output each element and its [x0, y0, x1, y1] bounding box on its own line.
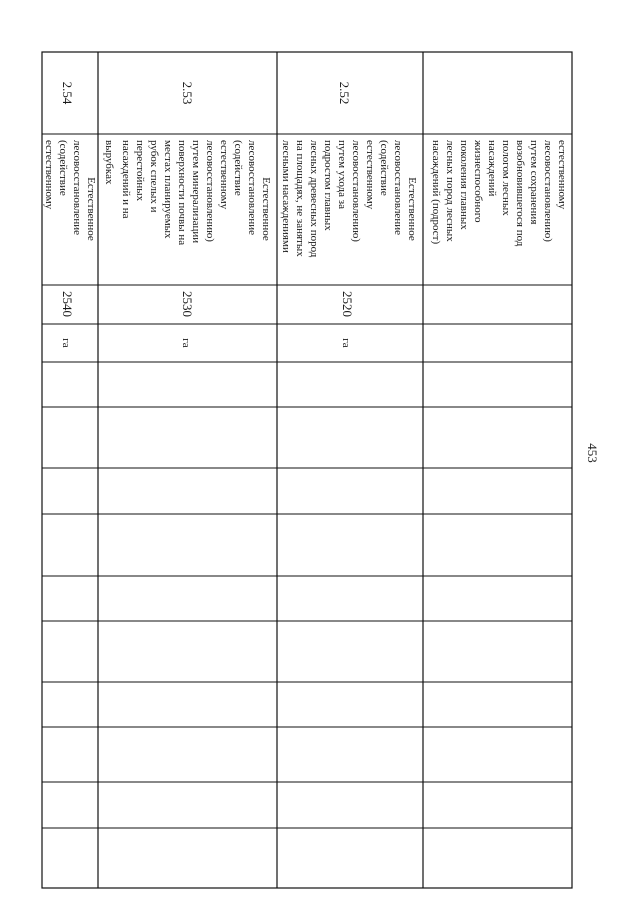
row-description-line: естественному	[43, 140, 55, 210]
row-description-line: (содействие	[57, 140, 69, 196]
table-row	[103, 82, 272, 348]
row-description-line: на площадях, не занятых	[294, 140, 306, 257]
row-unit: га	[340, 338, 352, 348]
row-description-line: путем ухода за	[336, 140, 348, 210]
row-number: 2.53	[180, 81, 195, 105]
row-description-line: (содействие	[232, 140, 244, 196]
row-description-line: лесовосстановление	[392, 140, 404, 235]
row-description-line: лесовосстановлению)	[204, 140, 216, 242]
row-description-line: насаждений (подрост)	[430, 140, 442, 245]
row-description-line: рубок спелых и	[148, 140, 160, 213]
row-description-line: поколения главных	[458, 140, 470, 230]
row-description-line: насаждений	[486, 140, 498, 197]
row-description-line: лесовосстановление	[246, 140, 258, 235]
row-description-line: лесовосстановление	[71, 140, 83, 235]
row-description-line: жизнеспособного	[472, 140, 484, 223]
table-row	[430, 139, 568, 247]
row-description-line: Естественное	[406, 177, 418, 241]
row-description-line: местах планируемых	[162, 140, 174, 239]
row-description-line: насаждений и на	[120, 140, 132, 219]
row-code: 2540	[60, 291, 75, 317]
row-code: 2520	[340, 291, 355, 317]
row-description-line: Естественное	[85, 177, 97, 241]
row-description-line: возобновившегося под	[514, 140, 526, 247]
row-description-line: Естественное	[260, 177, 272, 241]
row-description-line: лесовосстановлению)	[542, 140, 554, 242]
row-unit: га	[60, 338, 72, 348]
row-description-line: поверхности почвы на	[176, 140, 188, 246]
page-number: 453	[585, 443, 600, 463]
row-description-line: естественному	[556, 140, 568, 210]
table-row	[280, 82, 418, 348]
row-description-line: пологом лесных	[500, 140, 512, 216]
row-description-line: перестойных	[134, 140, 146, 202]
row-number: 2.54	[60, 81, 75, 105]
row-description-line: лесных древесных пород	[308, 140, 320, 258]
row-description-line: путем минерализации	[190, 140, 202, 244]
row-description-line: (содействие	[378, 140, 390, 196]
row-description-line: лесных пород лесных	[444, 140, 456, 242]
row-description-line: естественному	[218, 140, 230, 210]
row-description-line: лесовосстановлению)	[350, 140, 362, 242]
row-description-line: лесными насаждениями	[280, 140, 292, 253]
row-description-line: естественному	[364, 140, 376, 210]
row-description-line: подростом главных	[322, 140, 334, 231]
row-unit: га	[180, 338, 192, 348]
table-row	[43, 82, 97, 348]
row-code: 2530	[180, 291, 195, 317]
row-description-line: вырубках	[103, 140, 115, 185]
row-number: 2.52	[337, 81, 352, 105]
row-description-line: путем сохранения	[528, 140, 540, 225]
